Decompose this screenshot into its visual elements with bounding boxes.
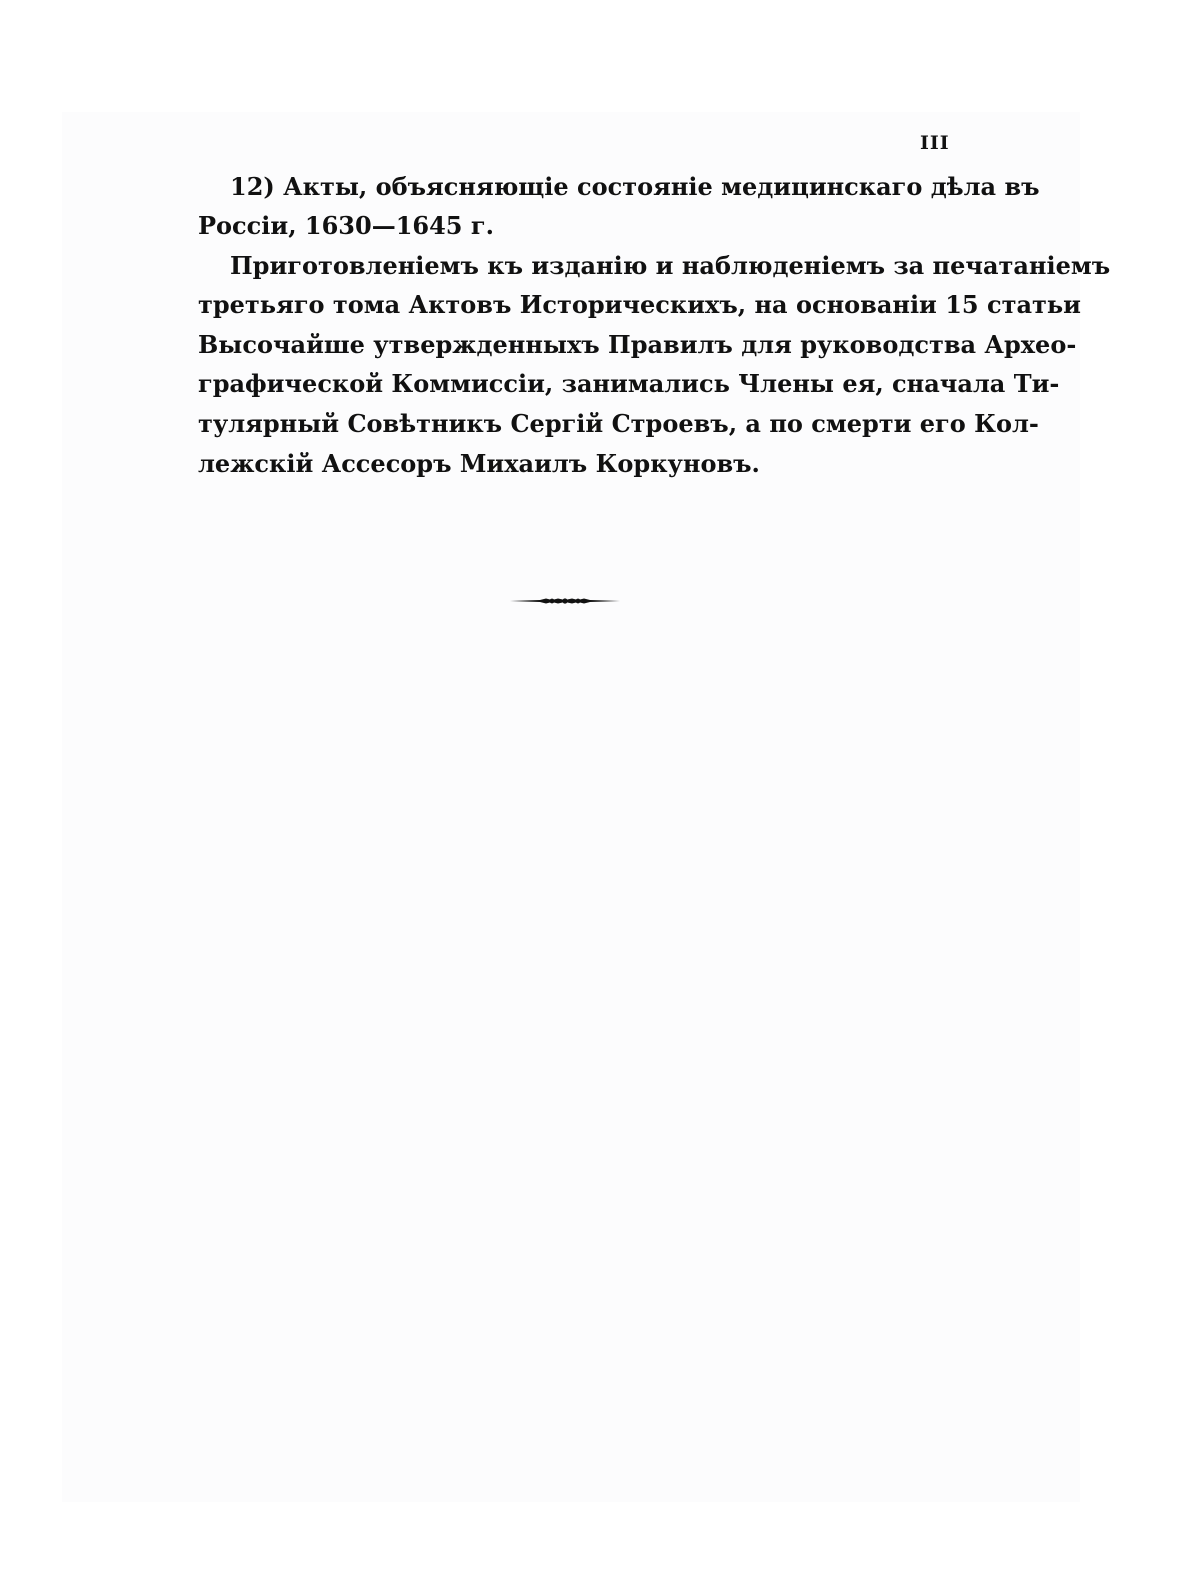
- ornamental-rule-icon: [510, 594, 620, 608]
- item-12-line-2: Россіи, 1630—1645 г.: [198, 211, 494, 240]
- page-number: III: [920, 132, 950, 154]
- paragraph-line-2: третьяго тома Актовъ Историческихъ, на основаніи 15 статьи: [198, 290, 1081, 319]
- paragraph-line-3: Высочайше утвержденныхъ Правилъ для руководства Архео-: [198, 330, 1077, 359]
- page-sheet: [62, 112, 1111, 1502]
- paragraph-line-4: графической Коммиссіи, занимались Члены ея, сначала Ти-: [198, 369, 1060, 398]
- paragraph-line-5: тулярный Совѣтникъ Сергій Строевъ, а по смерти его Кол-: [198, 409, 1039, 438]
- item-12-line-1: 12) Акты, объясняющіе состояніе медицинскаго дѣла въ: [230, 172, 1040, 201]
- paragraph-line-6: лежскій Ассесоръ Михаилъ Коркуновъ.: [198, 449, 760, 478]
- paragraph-line-1: Приготовленіемъ къ изданію и наблюденіемъ за печатаніемъ: [230, 251, 1111, 280]
